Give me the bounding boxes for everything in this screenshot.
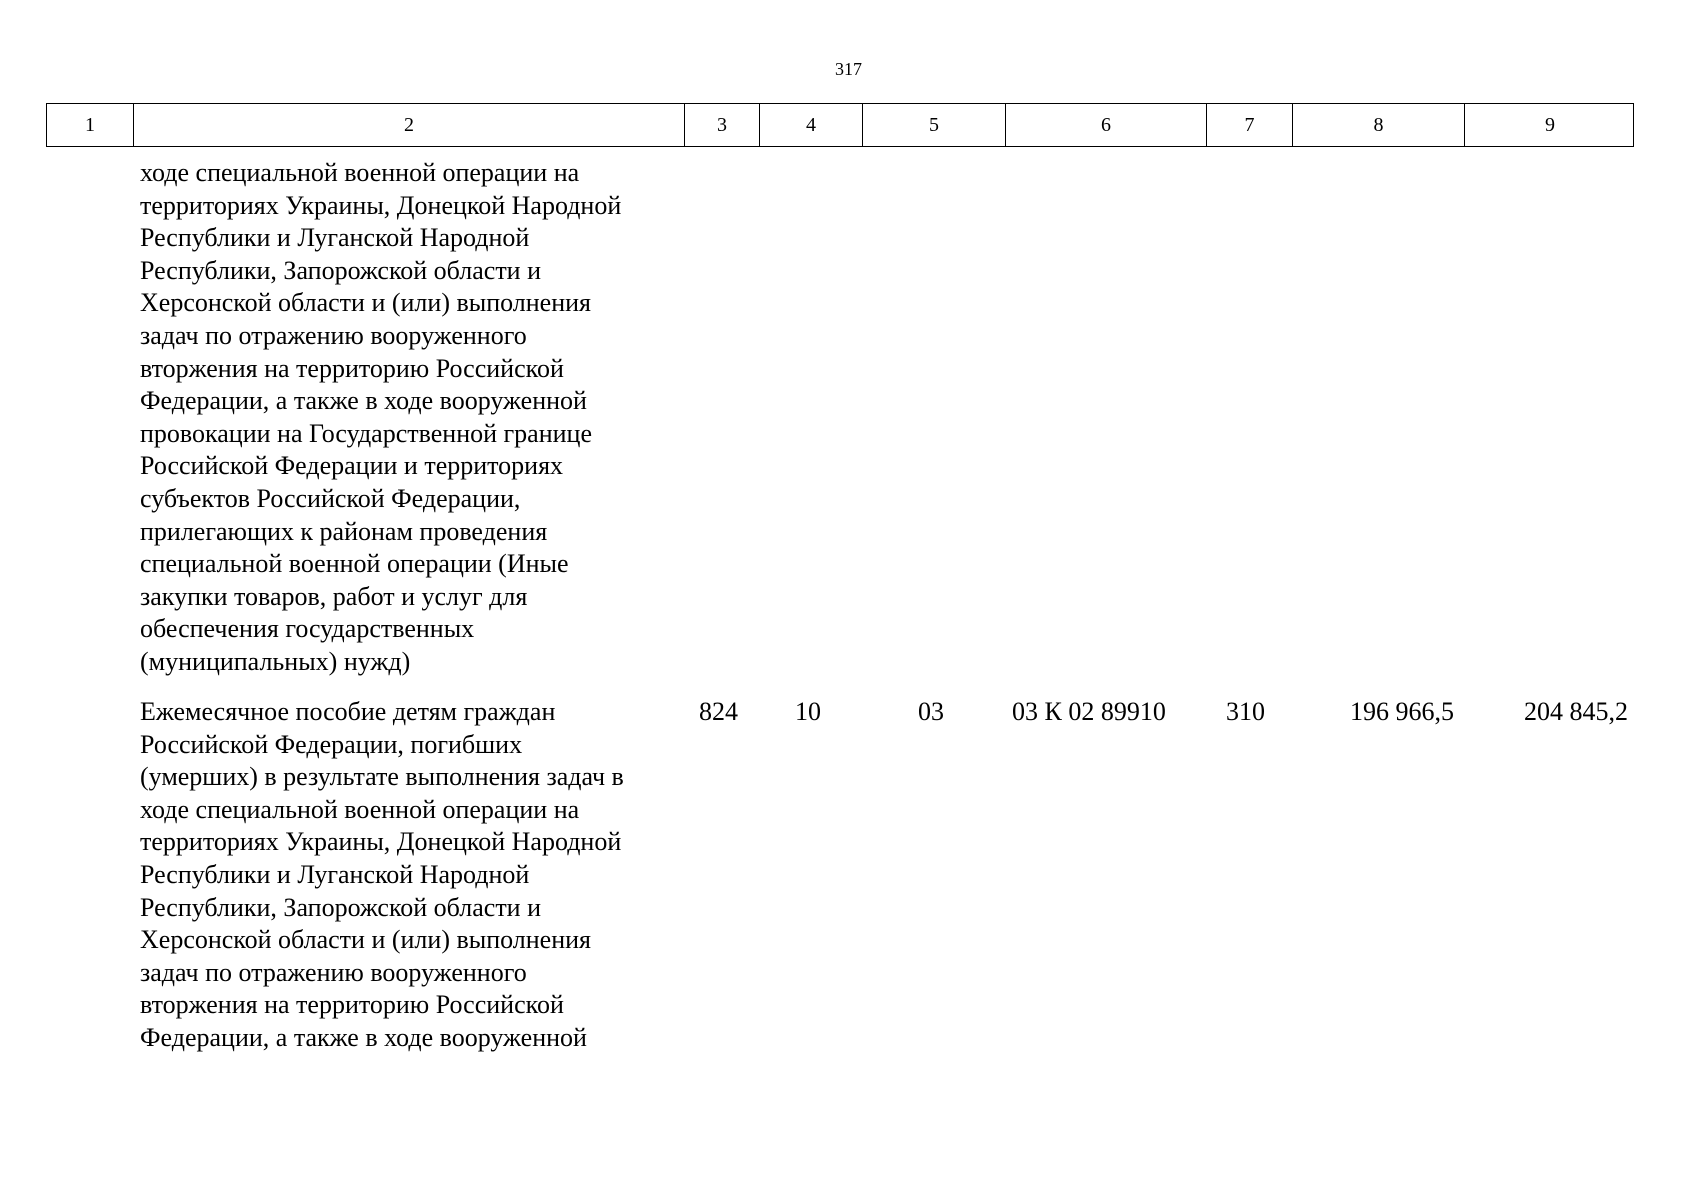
continued-row-description [140, 157, 680, 679]
table-header-row [46, 103, 1634, 147]
column-header-4: 4 [759, 104, 862, 146]
description-line: специальной военной операции (Иные [140, 549, 569, 579]
cell-col9-amount: 204 845,2 [1524, 697, 1628, 726]
column-header-8: 8 [1292, 104, 1464, 146]
cell-col3-ministry-code: 824 [699, 697, 738, 726]
description-line: обеспечения государственных [140, 614, 475, 644]
description-line: Херсонской области и (или) выполнения [140, 925, 592, 955]
column-header-9: 9 [1464, 104, 1635, 146]
description-line: задач по отражению вооруженного [140, 957, 527, 987]
description-line: вторжения на территорию Российской [140, 990, 564, 1020]
description-line: Федерации, а также в ходе вооруженной [140, 1022, 587, 1052]
description-line: территориях Украины, Донецкой Народной [140, 190, 622, 220]
description-line: закупки товаров, работ и услуг для [140, 581, 528, 611]
description-line: Республики, Запорожской области и [140, 892, 542, 922]
cell-col8-amount: 196 966,5 [1350, 697, 1454, 726]
description-line: (умерших) в результате выполнения задач в [140, 762, 624, 792]
description-line: провокации на Государственной границе [140, 418, 593, 448]
description-line: задач по отражению вооруженного [140, 320, 527, 350]
description-line: ходе специальной военной операции на [140, 794, 580, 824]
description-line: Федерации, а также в ходе вооруженной [140, 386, 587, 416]
column-header-6: 6 [1005, 104, 1206, 146]
column-header-7: 7 [1206, 104, 1292, 146]
cell-col7-expense-type: 310 [1226, 697, 1265, 726]
row-description [140, 696, 680, 1055]
column-header-3: 3 [684, 104, 759, 146]
description-line: Республики и Луганской Народной [140, 859, 530, 889]
cell-col6-target-article: 03 К 02 89910 [1012, 697, 1166, 726]
description-line: Российской Федерации и территориях [140, 451, 564, 481]
description-line: Ежемесячное пособие детям граждан [140, 697, 556, 726]
cell-col5-subsection: 03 [918, 697, 944, 726]
description-line: субъектов Российской Федерации, [140, 483, 521, 513]
description-line: прилегающих к районам проведения [140, 516, 548, 546]
description-line: Российской Федерации, погибших [140, 729, 523, 759]
description-line: Республики и Луганской Народной [140, 223, 530, 253]
column-header-5: 5 [862, 104, 1005, 146]
description-line: ходе специальной военной операции на [140, 158, 580, 187]
description-line: территориях Украины, Донецкой Народной [140, 827, 622, 857]
description-line: Херсонской области и (или) выполнения [140, 288, 592, 318]
description-line: вторжения на территорию Российской [140, 353, 564, 383]
column-header-2: 2 [133, 104, 684, 146]
page-number: 317 [835, 59, 862, 79]
description-line: Республики, Запорожской области и [140, 255, 542, 285]
column-header-1: 1 [85, 113, 95, 136]
cell-col4-section: 10 [795, 697, 821, 726]
description-line: (муниципальных) нужд) [140, 646, 411, 676]
